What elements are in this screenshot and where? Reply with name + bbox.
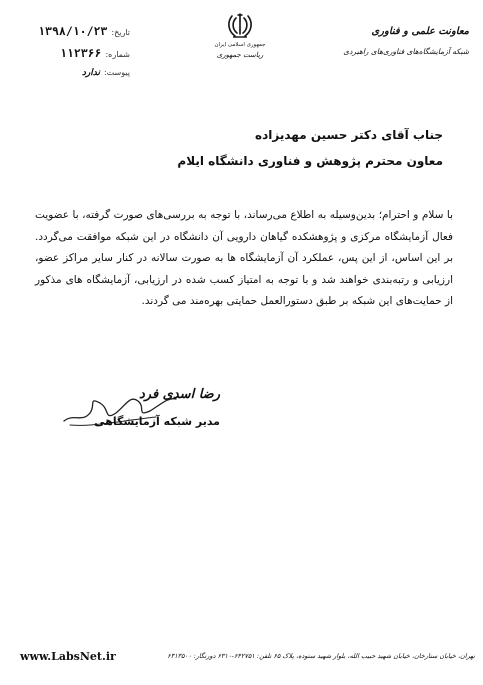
letter-footer <box>8 650 475 670</box>
signature-block <box>60 383 220 443</box>
organization-name: معاونت علمی و فناوری <box>371 26 469 37</box>
number-value: ۱۱۲۳۶۶ <box>59 46 102 60</box>
organization-subname: شبکه آزمایشگاه‌های فناوری‌های راهبردی <box>343 47 469 56</box>
recipient-position: معاون محترم پژوهش و فناوری دانشگاه ایلام <box>177 154 443 168</box>
number-label: شماره: <box>105 50 130 59</box>
signatory-title: مدیر شبکه آزمایشگاهی <box>94 415 220 428</box>
organization-header <box>319 26 469 56</box>
attachment-value: ندارد <box>81 68 100 78</box>
government-name: جمهوری اسلامی ایران <box>214 42 266 48</box>
iran-emblem-icon <box>210 12 270 40</box>
recipient-name: جناب آقای دکتر حسین مهدیزاده <box>255 128 443 142</box>
website-link[interactable]: www.LabsNet.ir <box>20 650 116 663</box>
letter-metadata <box>18 24 130 90</box>
number-row <box>18 46 130 68</box>
contact-address: تهران، خیابان ستارخان، خیابان شهید حبیب الله، بلوار شهید ستوده، پلاک ۶۵ تلفن: ۶۴۲۷۵۱-۶۳۱۰ دورنگار: ۶۳۱۳۵۰۰ <box>167 652 475 660</box>
attachment-label: پیوست: <box>103 68 130 77</box>
presidency-name: ریاست جمهوری <box>216 51 264 59</box>
letter-body: با سلام و احترام؛ بدین‌وسیله به اطلاع می‌رساند، با توجه به بررسی‌های صورت گرفته، با عضویت فعال آزمایشگاه مرکزی و پژوهشکده گیاهان دارویی آن دانشگاه در این شبکه موافقت می‌گردد. بر این اساس، از این پس، عملکرد آن آزمایشگاه ها به صورت سالانه در کنار سایر مراکز عضو، ارزیابی و رتبه‌بندی خواهند شد و با توجه به امتیاز کسب شده در ارزیابی، آزمایشگاه های مذکور از حمایت‌های این شبکه بر طبق دستورالعمل حمایتی بهره‌مند می گردند. <box>35 209 453 307</box>
date-row <box>18 24 130 46</box>
recipient-block <box>143 122 443 174</box>
date-value: ۱۳۹۸/۱۰/۲۳ <box>38 24 108 38</box>
government-header <box>210 12 270 59</box>
date-label: تاریخ: <box>111 28 130 37</box>
attachment-row <box>18 68 130 90</box>
signatory-name: رضا اسدی فرد <box>138 387 220 402</box>
